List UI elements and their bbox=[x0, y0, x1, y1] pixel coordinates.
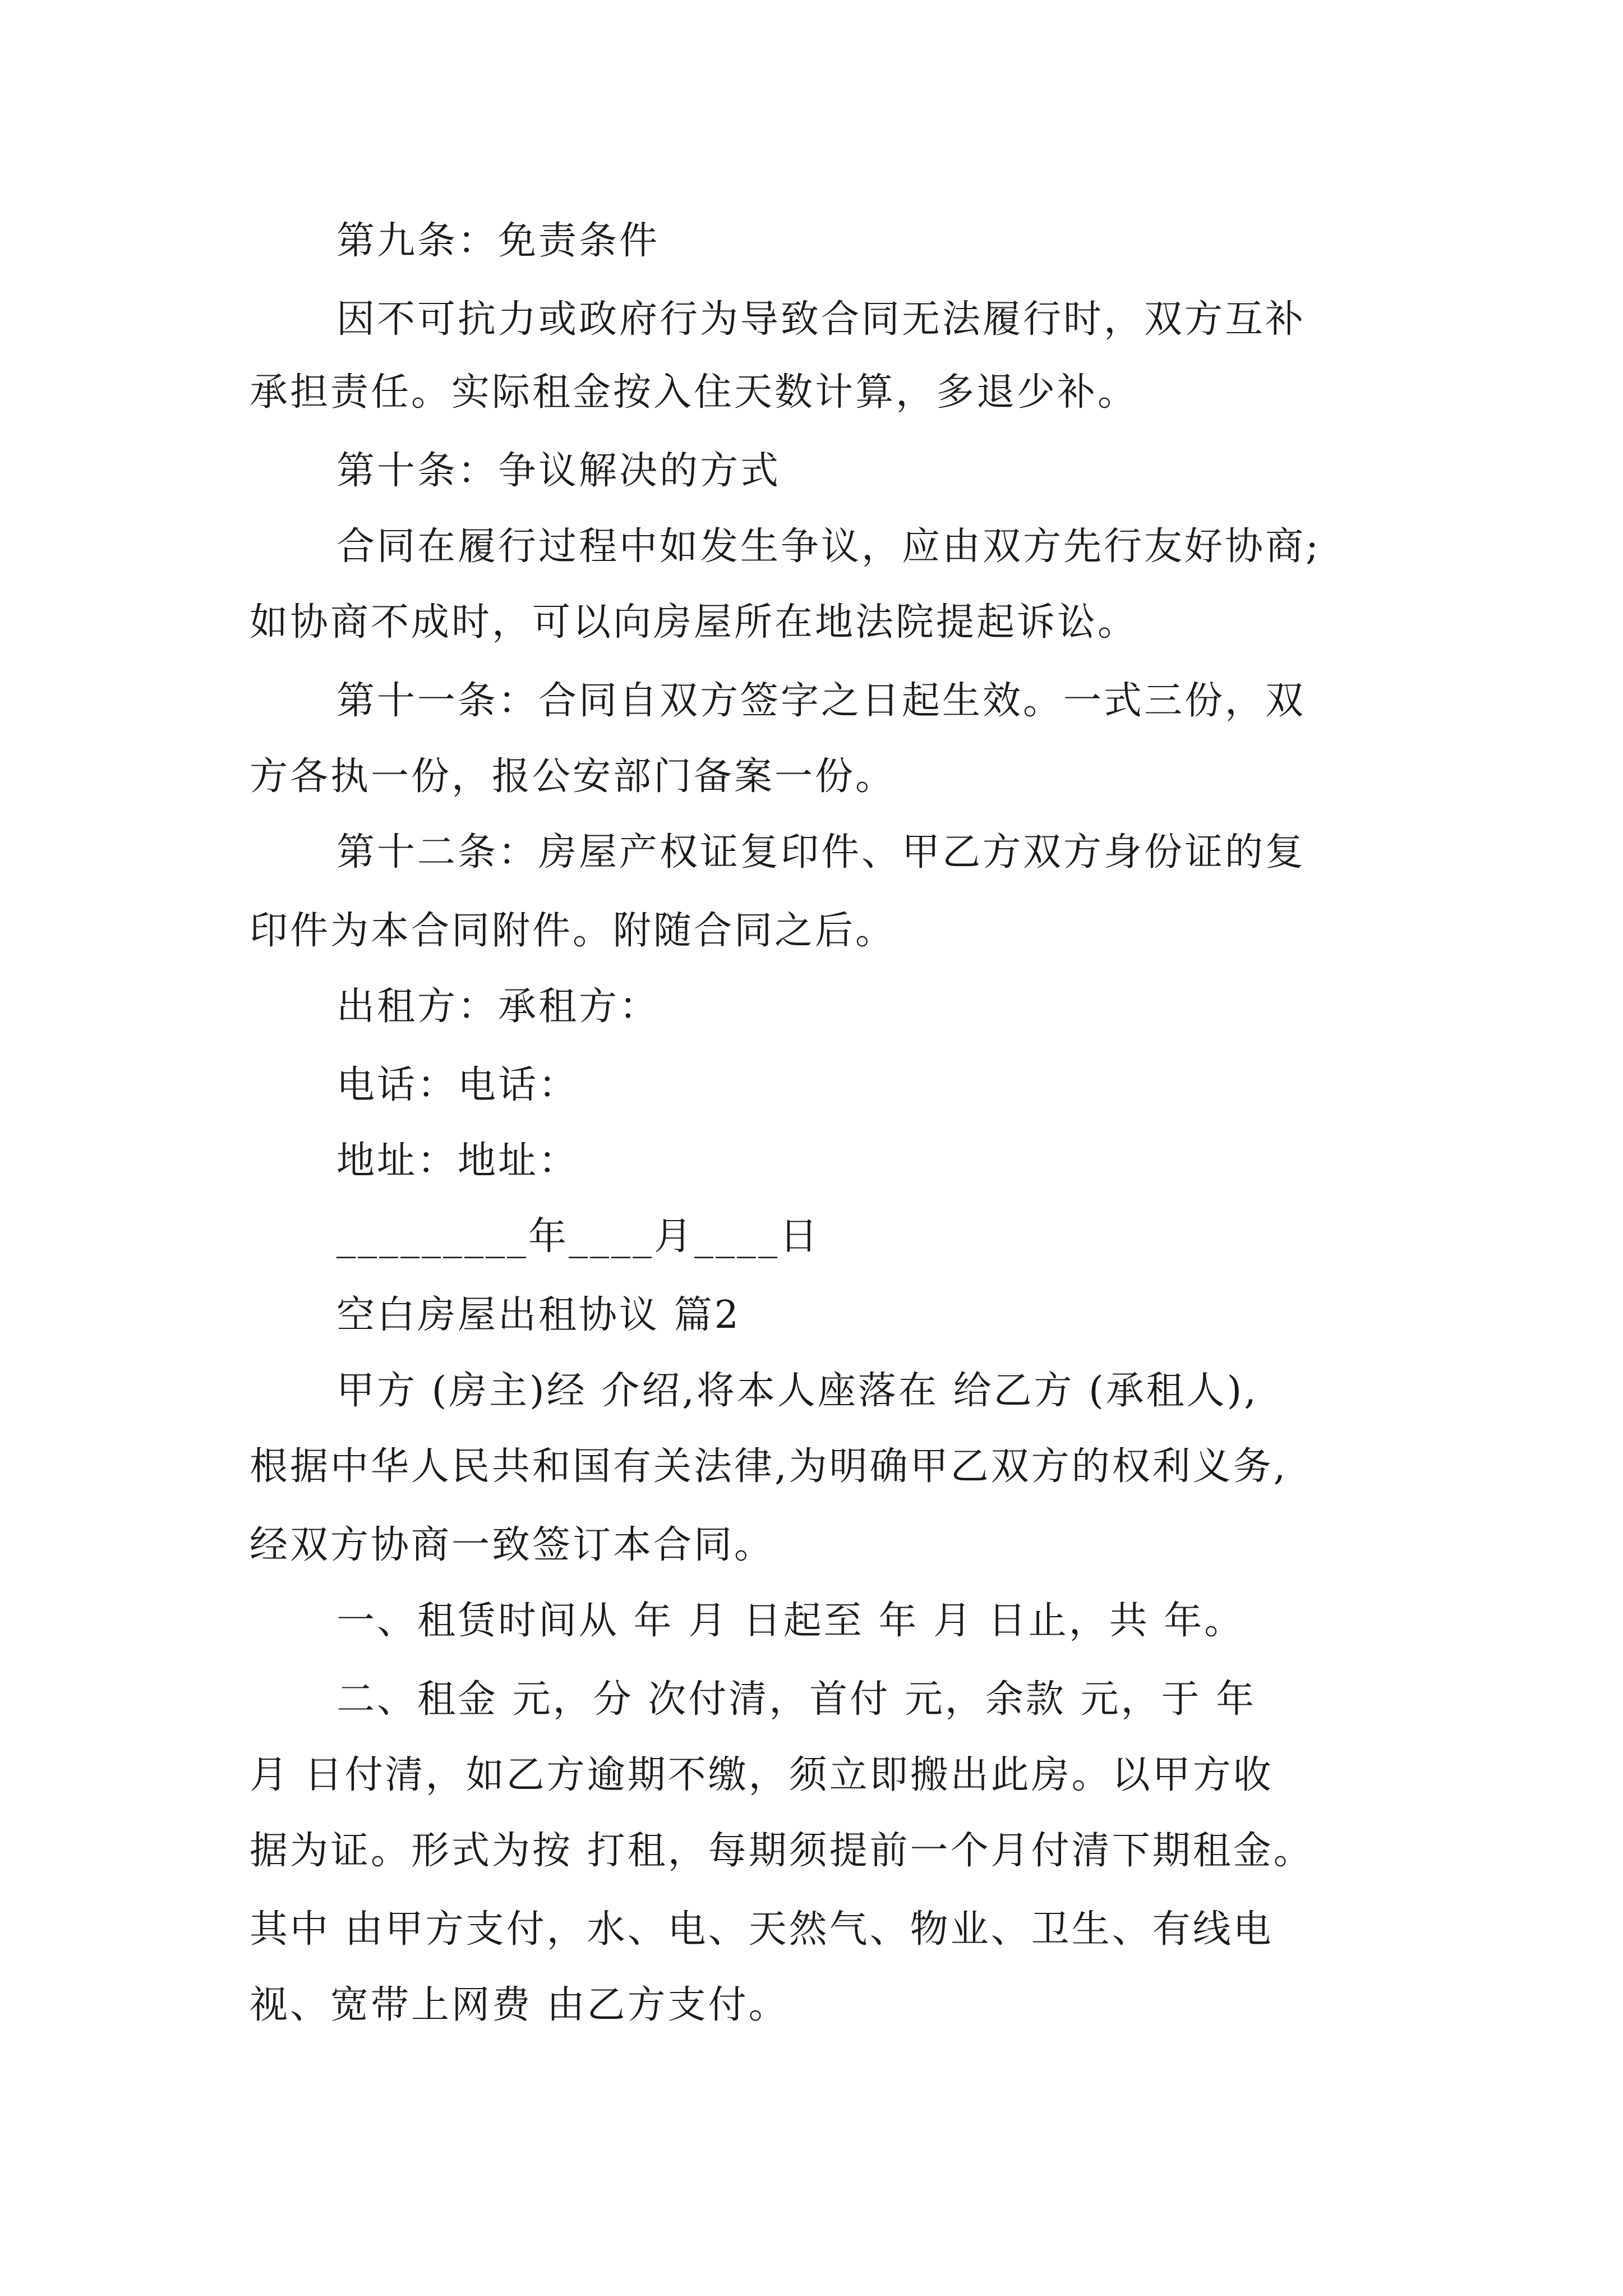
signature-date: _________年____月____日 bbox=[336, 1214, 820, 1259]
article-9-text-line-2: 承担责任。实际租金按入住天数计算，多退少补。 bbox=[250, 370, 1138, 415]
article-11-line-2: 方各执一份，报公安部门备案一份。 bbox=[250, 754, 896, 799]
clause-2-line-5: 视、宽带上网费 由乙方支付。 bbox=[250, 1983, 789, 2027]
signature-parties: 出租方：承租方： bbox=[336, 984, 660, 1029]
signature-address: 地址：地址： bbox=[336, 1139, 579, 1183]
article-11-line-1: 第十一条：合同自双方签字之日起生效。一式三份，双 bbox=[336, 679, 1306, 723]
preamble-line-3: 经双方协商一致签订本合同。 bbox=[250, 1523, 775, 1567]
preamble-line-1: 甲方 (房主)经 介绍,将本人座落在 给乙方 (承租人), bbox=[336, 1369, 1258, 1413]
article-12-line-2: 印件为本合同附件。附随合同之后。 bbox=[250, 909, 896, 953]
article-9-heading: 第九条：免责条件 bbox=[336, 219, 660, 263]
article-9-text-line-1: 因不可抗力或政府行为导致合同无法履行时，双方互补 bbox=[336, 297, 1306, 342]
clause-2-line-1: 二、租金 元，分 次付清，首付 元，余款 元，于 年 bbox=[336, 1677, 1257, 1722]
preamble-line-2: 根据中华人民共和国有关法律,为明确甲乙双方的权利义务, bbox=[250, 1444, 1288, 1489]
clause-2-line-3: 据为证。形式为按 打租，每期须提前一个月付清下期租金。 bbox=[250, 1829, 1314, 1873]
clause-1: 一、租赁时间从 年 月 日起至 年 月 日止，共 年。 bbox=[336, 1599, 1245, 1643]
article-10-text-line-2: 如协商不成时，可以向房屋所在地法院提起诉讼。 bbox=[250, 600, 1138, 645]
clause-2-line-4: 其中 由甲方支付，水、电、天然气、物业、卫生、有线电 bbox=[250, 1907, 1274, 1952]
section-title: 空白房屋出租协议 篇2 bbox=[336, 1293, 741, 1337]
article-10-text-line-1: 合同在履行过程中如发生争议，应由双方先行友好协商; bbox=[336, 524, 1321, 569]
clause-2-line-2: 月 日付清，如乙方逾期不缴，须立即搬出此房。以甲方收 bbox=[250, 1753, 1274, 1797]
signature-phone: 电话：电话： bbox=[336, 1063, 579, 1107]
article-12-line-1: 第十二条：房屋产权证复印件、甲乙方双方身份证的复 bbox=[336, 830, 1306, 875]
article-10-heading: 第十条：争议解决的方式 bbox=[336, 449, 781, 493]
